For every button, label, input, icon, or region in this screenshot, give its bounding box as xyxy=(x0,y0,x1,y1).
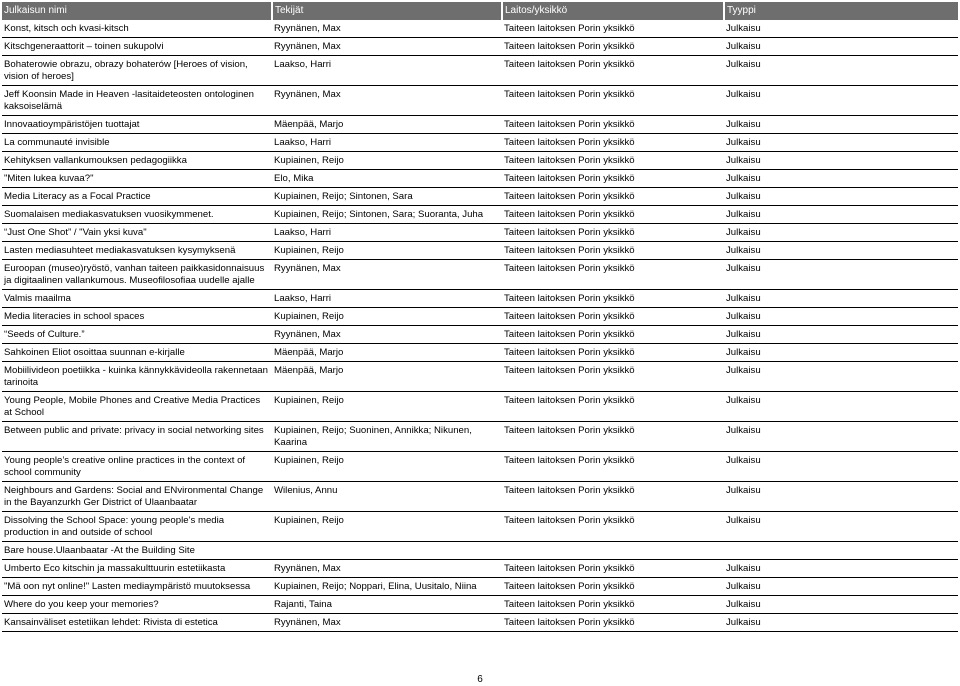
cell-type: Julkaisu xyxy=(724,86,958,116)
cell-type: Julkaisu xyxy=(724,20,958,38)
table-row xyxy=(2,392,958,422)
cell-authors: Ryynänen, Max xyxy=(272,38,502,56)
cell-authors: Mäenpää, Marjo xyxy=(272,362,502,392)
table-row xyxy=(2,482,958,512)
table-row xyxy=(2,134,958,152)
table-row xyxy=(2,170,958,188)
cell-type: Julkaisu xyxy=(724,260,958,290)
cell-authors: Ryynänen, Max xyxy=(272,560,502,578)
cell-authors: Kupiainen, Reijo xyxy=(272,242,502,260)
cell-type xyxy=(724,542,958,560)
table-row xyxy=(2,542,958,560)
cell-type: Julkaisu xyxy=(724,326,958,344)
header-title: Julkaisun nimi xyxy=(2,2,272,20)
cell-title: La communauté invisible xyxy=(2,134,272,152)
table-row xyxy=(2,290,958,308)
table-row xyxy=(2,152,958,170)
cell-department: Taiteen laitoksen Porin yksikkö xyxy=(502,170,724,188)
cell-authors: Kupiainen, Reijo; Noppari, Elina, Uusitalo, Niina xyxy=(272,578,502,596)
cell-authors: Kupiainen, Reijo; Suoninen, Annikka; Nikunen, Kaarina xyxy=(272,422,502,452)
cell-department: Taiteen laitoksen Porin yksikkö xyxy=(502,86,724,116)
cell-title: "Mä oon nyt online!" Lasten mediaympäristö muutoksessa xyxy=(2,578,272,596)
cell-authors: Ryynänen, Max xyxy=(272,20,502,38)
cell-title: Young people’s creative online practices in the context of school community xyxy=(2,452,272,482)
cell-type: Julkaisu xyxy=(724,206,958,224)
cell-title: Dissolving the School Space: young people’s media production in and outside of school xyxy=(2,512,272,542)
cell-authors: Ryynänen, Max xyxy=(272,260,502,290)
cell-department: Taiteen laitoksen Porin yksikkö xyxy=(502,134,724,152)
cell-department: Taiteen laitoksen Porin yksikkö xyxy=(502,578,724,596)
cell-title: Between public and private: privacy in social networking sites xyxy=(2,422,272,452)
table-row xyxy=(2,326,958,344)
cell-type: Julkaisu xyxy=(724,392,958,422)
cell-authors: Kupiainen, Reijo xyxy=(272,392,502,422)
cell-authors: Ryynänen, Max xyxy=(272,326,502,344)
cell-department: Taiteen laitoksen Porin yksikkö xyxy=(502,56,724,86)
cell-authors: Kupiainen, Reijo xyxy=(272,452,502,482)
table-row xyxy=(2,38,958,56)
cell-authors: Rajanti, Taina xyxy=(272,596,502,614)
cell-type: Julkaisu xyxy=(724,452,958,482)
cell-title: Mobiilivideon poetiikka - kuinka kännykkävideolla rakennetaan tarinoita xyxy=(2,362,272,392)
table-row xyxy=(2,260,958,290)
table-row xyxy=(2,362,958,392)
cell-title: "Miten lukea kuvaa?" xyxy=(2,170,272,188)
table-row xyxy=(2,206,958,224)
table-row xyxy=(2,560,958,578)
cell-authors: Kupiainen, Reijo; Sintonen, Sara; Suoranta, Juha xyxy=(272,206,502,224)
cell-department: Taiteen laitoksen Porin yksikkö xyxy=(502,560,724,578)
cell-type: Julkaisu xyxy=(724,614,958,632)
table-header-row xyxy=(2,2,958,20)
cell-authors xyxy=(272,542,502,560)
cell-department: Taiteen laitoksen Porin yksikkö xyxy=(502,362,724,392)
table-row xyxy=(2,512,958,542)
cell-department: Taiteen laitoksen Porin yksikkö xyxy=(502,38,724,56)
cell-department: Taiteen laitoksen Porin yksikkö xyxy=(502,260,724,290)
cell-department: Taiteen laitoksen Porin yksikkö xyxy=(502,152,724,170)
cell-title: “Just One Shot” / "Vain yksi kuva" xyxy=(2,224,272,242)
cell-authors: Ryynänen, Max xyxy=(272,86,502,116)
cell-type: Julkaisu xyxy=(724,116,958,134)
cell-authors: Laakso, Harri xyxy=(272,224,502,242)
cell-type: Julkaisu xyxy=(724,560,958,578)
cell-authors: Kupiainen, Reijo; Sintonen, Sara xyxy=(272,188,502,206)
cell-type: Julkaisu xyxy=(724,362,958,392)
cell-type: Julkaisu xyxy=(724,152,958,170)
table-row xyxy=(2,188,958,206)
cell-authors: Kupiainen, Reijo xyxy=(272,308,502,326)
table-row xyxy=(2,578,958,596)
table-row xyxy=(2,596,958,614)
cell-authors: Laakso, Harri xyxy=(272,56,502,86)
cell-title: Konst, kitsch och kvasi-kitsch xyxy=(2,20,272,38)
cell-type: Julkaisu xyxy=(724,308,958,326)
cell-authors: Wilenius, Annu xyxy=(272,482,502,512)
cell-title: Suomalaisen mediakasvatuksen vuosikymmenet. xyxy=(2,206,272,224)
header-authors: Tekijät xyxy=(272,2,502,20)
cell-department: Taiteen laitoksen Porin yksikkö xyxy=(502,596,724,614)
cell-authors: Kupiainen, Reijo xyxy=(272,152,502,170)
table-row xyxy=(2,56,958,86)
cell-type: Julkaisu xyxy=(724,56,958,86)
cell-department: Taiteen laitoksen Porin yksikkö xyxy=(502,242,724,260)
cell-type: Julkaisu xyxy=(724,38,958,56)
cell-department: Taiteen laitoksen Porin yksikkö xyxy=(502,308,724,326)
cell-type: Julkaisu xyxy=(724,290,958,308)
header-department: Laitos/yksikkö xyxy=(502,2,724,20)
cell-title: Kansainväliset estetiikan lehdet: Rivista di estetica xyxy=(2,614,272,632)
cell-type: Julkaisu xyxy=(724,224,958,242)
cell-title: Media literacies in school spaces xyxy=(2,308,272,326)
cell-title: Kitschgeneraattorit – toinen sukupolvi xyxy=(2,38,272,56)
cell-title: Euroopan (museo)ryöstö, vanhan taiteen paikkasidonnaisuus ja digitaalinen vallankumous. Museofilosofiaa uudelle ajalle xyxy=(2,260,272,290)
cell-department: Taiteen laitoksen Porin yksikkö xyxy=(502,206,724,224)
table-row xyxy=(2,242,958,260)
cell-title: Lasten mediasuhteet mediakasvatuksen kysymyksenä xyxy=(2,242,272,260)
cell-department: Taiteen laitoksen Porin yksikkö xyxy=(502,344,724,362)
cell-title: Bare house.Ulaanbaatar -At the Building Site xyxy=(2,542,272,560)
cell-authors: Laakso, Harri xyxy=(272,134,502,152)
cell-title: Neighbours and Gardens: Social and ENvironmental Change in the Bayanzurkh Ger District of Ulaanbaatar xyxy=(2,482,272,512)
cell-department: Taiteen laitoksen Porin yksikkö xyxy=(502,290,724,308)
cell-type: Julkaisu xyxy=(724,422,958,452)
cell-department: Taiteen laitoksen Porin yksikkö xyxy=(502,116,724,134)
cell-authors: Laakso, Harri xyxy=(272,290,502,308)
cell-type: Julkaisu xyxy=(724,170,958,188)
cell-type: Julkaisu xyxy=(724,596,958,614)
cell-type: Julkaisu xyxy=(724,134,958,152)
cell-department: Taiteen laitoksen Porin yksikkö xyxy=(502,392,724,422)
cell-department: Taiteen laitoksen Porin yksikkö xyxy=(502,422,724,452)
cell-type: Julkaisu xyxy=(724,344,958,362)
page-number: 6 xyxy=(477,674,483,685)
cell-title: Sahkoinen Eliot osoittaa suunnan e-kirjalle xyxy=(2,344,272,362)
cell-type: Julkaisu xyxy=(724,188,958,206)
cell-title: Young People, Mobile Phones and Creative Media Practices at School xyxy=(2,392,272,422)
table-row xyxy=(2,86,958,116)
cell-department xyxy=(502,542,724,560)
cell-department: Taiteen laitoksen Porin yksikkö xyxy=(502,482,724,512)
cell-title: Jeff Koonsin Made in Heaven -lasitaideteosten ontologinen kaksoiselämä xyxy=(2,86,272,116)
cell-type: Julkaisu xyxy=(724,482,958,512)
table-row xyxy=(2,614,958,632)
cell-department: Taiteen laitoksen Porin yksikkö xyxy=(502,452,724,482)
table-row xyxy=(2,452,958,482)
publications-table xyxy=(2,2,958,632)
table-row xyxy=(2,344,958,362)
table-row xyxy=(2,116,958,134)
cell-department: Taiteen laitoksen Porin yksikkö xyxy=(502,614,724,632)
cell-type: Julkaisu xyxy=(724,512,958,542)
header-type: Tyyppi xyxy=(724,2,958,20)
cell-department: Taiteen laitoksen Porin yksikkö xyxy=(502,224,724,242)
cell-authors: Elo, Mika xyxy=(272,170,502,188)
table-row xyxy=(2,20,958,38)
table-row xyxy=(2,422,958,452)
cell-title: Umberto Eco kitschin ja massakulttuurin estetiikasta xyxy=(2,560,272,578)
table-row xyxy=(2,224,958,242)
cell-title: “Seeds of Culture.” xyxy=(2,326,272,344)
cell-title: Innovaatioympäristöjen tuottajat xyxy=(2,116,272,134)
cell-authors: Ryynänen, Max xyxy=(272,614,502,632)
table-row xyxy=(2,308,958,326)
cell-authors: Mäenpää, Marjo xyxy=(272,344,502,362)
cell-authors: Mäenpää, Marjo xyxy=(272,116,502,134)
cell-title: Bohaterowie obrazu, obrazy bohaterów [Heroes of vision, vision of heroes] xyxy=(2,56,272,86)
cell-type: Julkaisu xyxy=(724,242,958,260)
cell-department: Taiteen laitoksen Porin yksikkö xyxy=(502,512,724,542)
cell-title: Media Literacy as a Focal Practice xyxy=(2,188,272,206)
cell-type: Julkaisu xyxy=(724,578,958,596)
cell-department: Taiteen laitoksen Porin yksikkö xyxy=(502,188,724,206)
cell-department: Taiteen laitoksen Porin yksikkö xyxy=(502,20,724,38)
cell-department: Taiteen laitoksen Porin yksikkö xyxy=(502,326,724,344)
cell-title: Valmis maailma xyxy=(2,290,272,308)
cell-title: Kehityksen vallankumouksen pedagogiikka xyxy=(2,152,272,170)
cell-authors: Kupiainen, Reijo xyxy=(272,512,502,542)
cell-title: Where do you keep your memories? xyxy=(2,596,272,614)
